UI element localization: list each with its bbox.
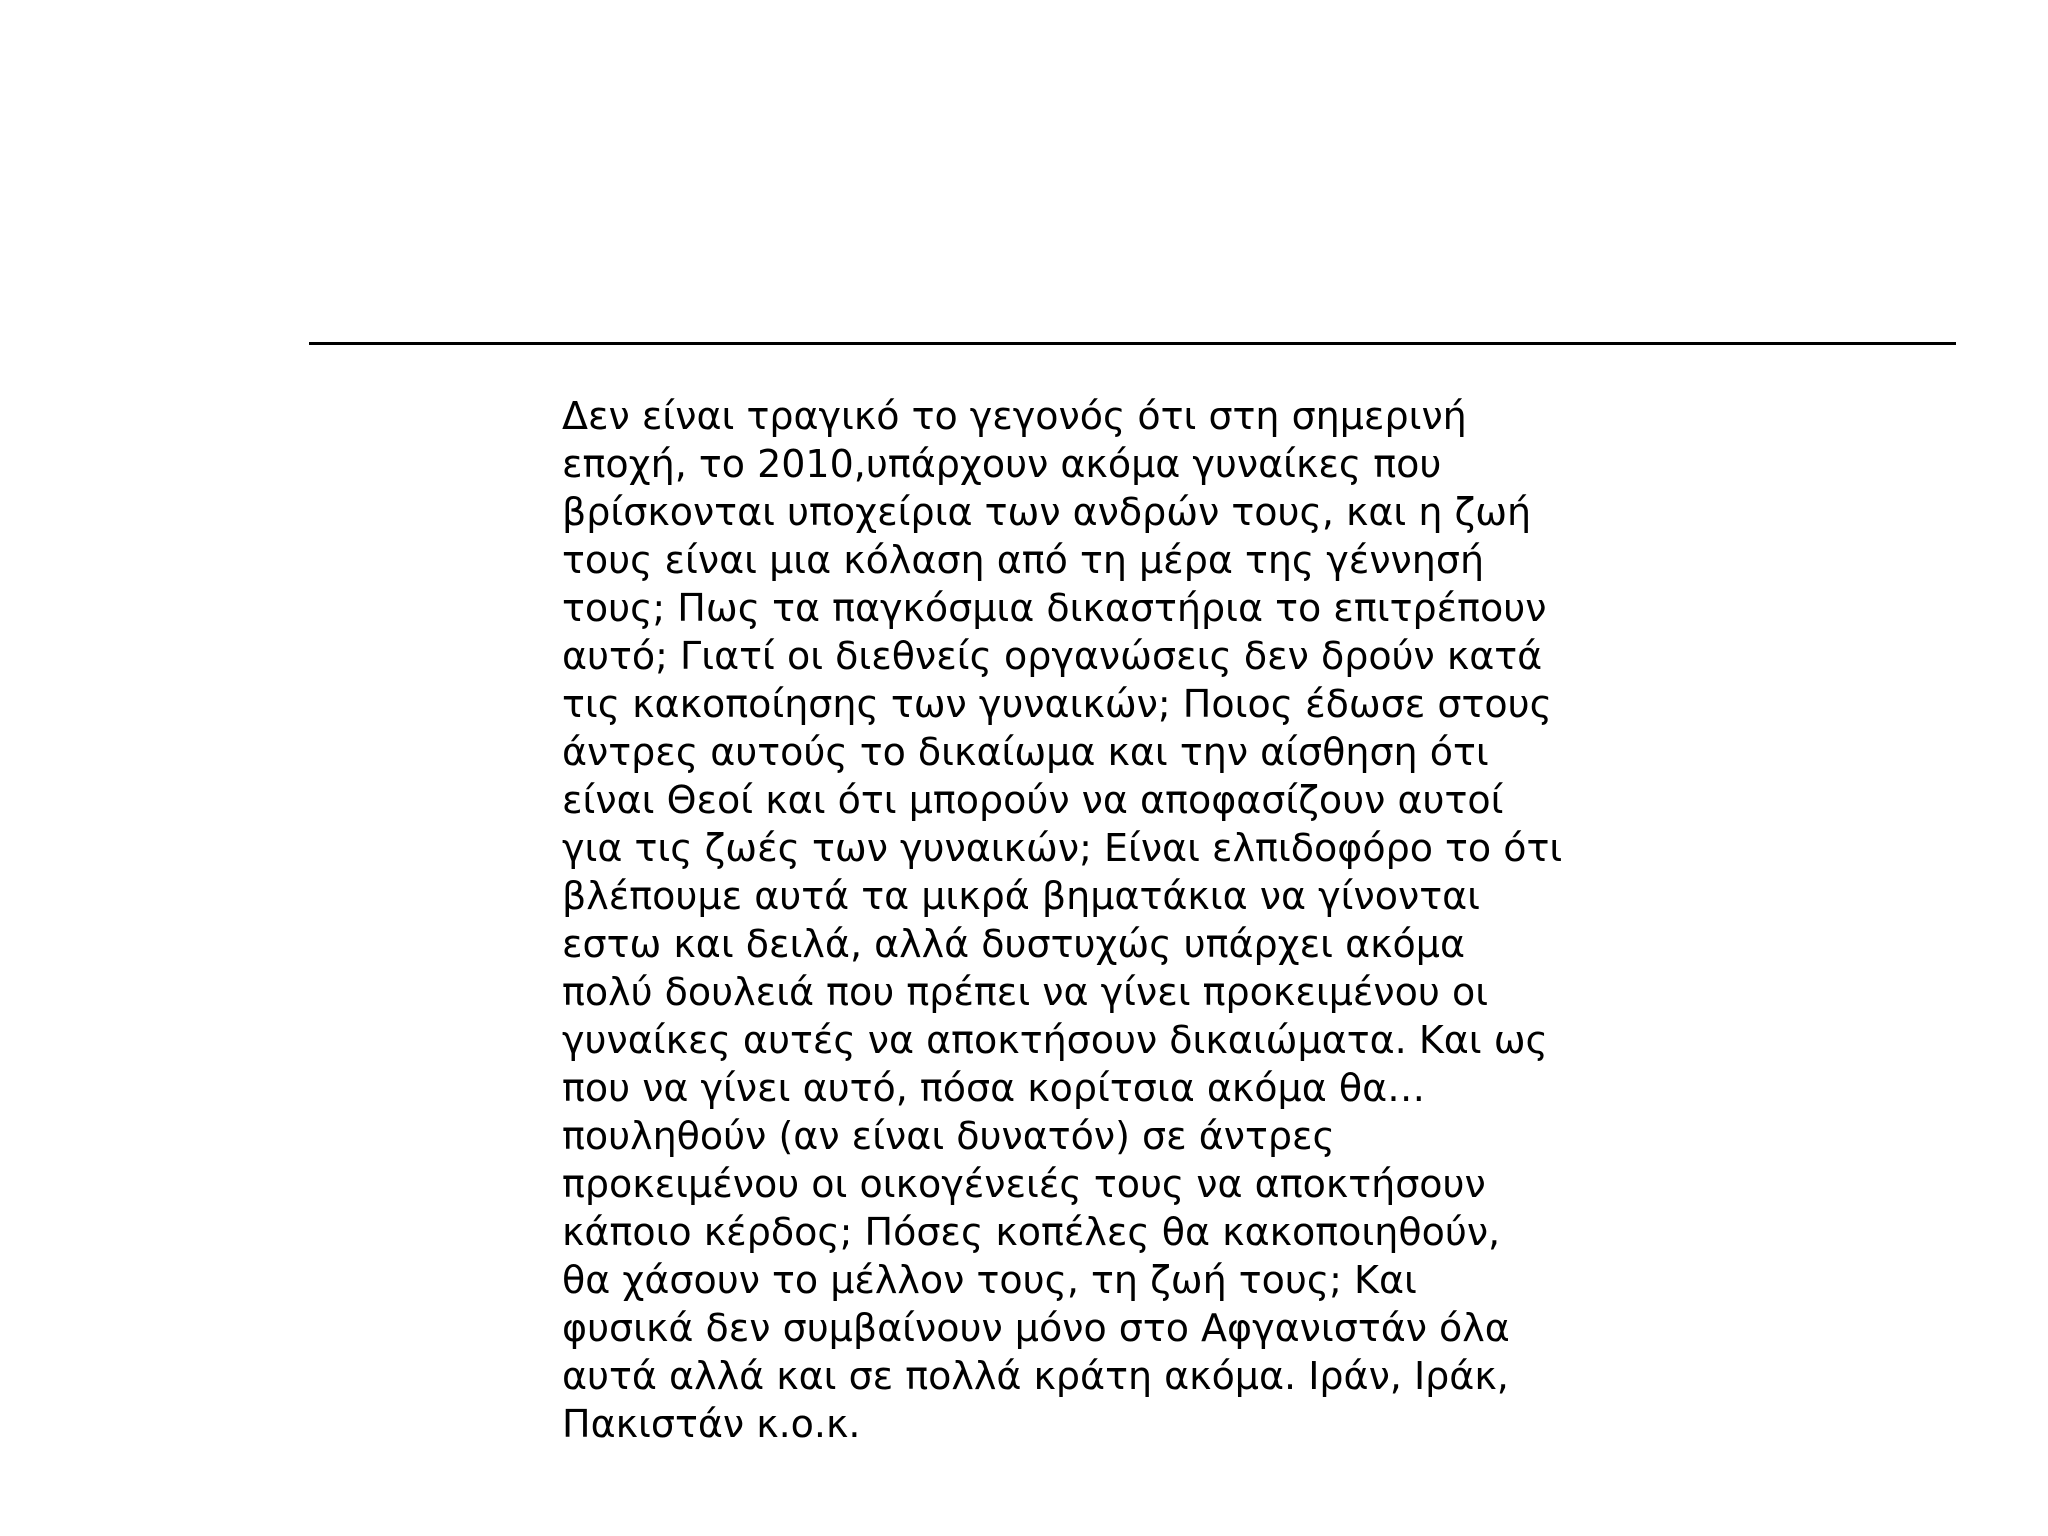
text-line: προκειμένου οι οικογένειές τους να αποκτήσουν — [562, 1162, 1486, 1206]
text-line: γυναίκες αυτές να αποκτήσουν δικαιώματα. Και ως — [562, 1018, 1548, 1062]
horizontal-rule — [309, 342, 1956, 345]
text-line: εποχή, το 2010,υπάρχουν ακόμα γυναίκες που — [562, 442, 1442, 486]
text-line: θα χάσουν το μέλλον τους, τη ζωή τους; Και — [562, 1258, 1417, 1302]
text-line: βλέπουμε αυτά τα μικρά βηματάκια να γίνονται — [562, 874, 1480, 918]
text-line: πουληθούν (αν είναι δυνατόν) σε άντρες — [562, 1114, 1335, 1158]
text-line: που να γίνει αυτό, πόσα κορίτσια ακόμα θα… — [562, 1066, 1426, 1110]
text-line: βρίσκονται υποχείρια των ανδρών τους, και η ζωή — [562, 490, 1532, 534]
text-line: τους; Πως τα παγκόσμια δικαστήρια το επιτρέπουν — [562, 586, 1547, 630]
text-line: κάποιο κέρδος; Πόσες κοπέλες θα κακοποιηθούν, — [562, 1210, 1501, 1254]
text-line: Δεν είναι τραγικό το γεγονός ότι στη σημερινή — [562, 394, 1467, 438]
text-line: τις κακοποίησης των γυναικών; Ποιος έδωσε στους — [562, 682, 1552, 726]
text-line: φυσικά δεν συμβαίνουν μόνο στο Αφγανιστάν όλα — [562, 1306, 1510, 1350]
text-line: είναι Θεοί και ότι μπορούν να αποφασίζουν αυτοί — [562, 778, 1504, 822]
text-line: τους είναι μια κόλαση από τη μέρα της γέννησή — [562, 538, 1485, 582]
text-line: Πακιστάν κ.ο.κ. — [562, 1402, 861, 1446]
text-line: πολύ δουλειά που πρέπει να γίνει προκειμένου οι — [562, 970, 1489, 1014]
text-line: αυτά αλλά και σε πολλά κράτη ακόμα. Ιράν, Ιράκ, — [562, 1354, 1509, 1398]
text-line: άντρες αυτούς το δικαίωμα και την αίσθηση ότι — [562, 730, 1489, 774]
text-line: εστω και δειλά, αλλά δυστυχώς υπάρχει ακόμα — [562, 922, 1466, 966]
body-paragraph — [562, 392, 1622, 1448]
text-line: για τις ζωές των γυναικών; Είναι ελπιδοφόρο το ότι — [562, 826, 1563, 870]
text-line: αυτό; Γιατί οι διεθνείς οργανώσεις δεν δρούν κατά — [562, 634, 1543, 678]
